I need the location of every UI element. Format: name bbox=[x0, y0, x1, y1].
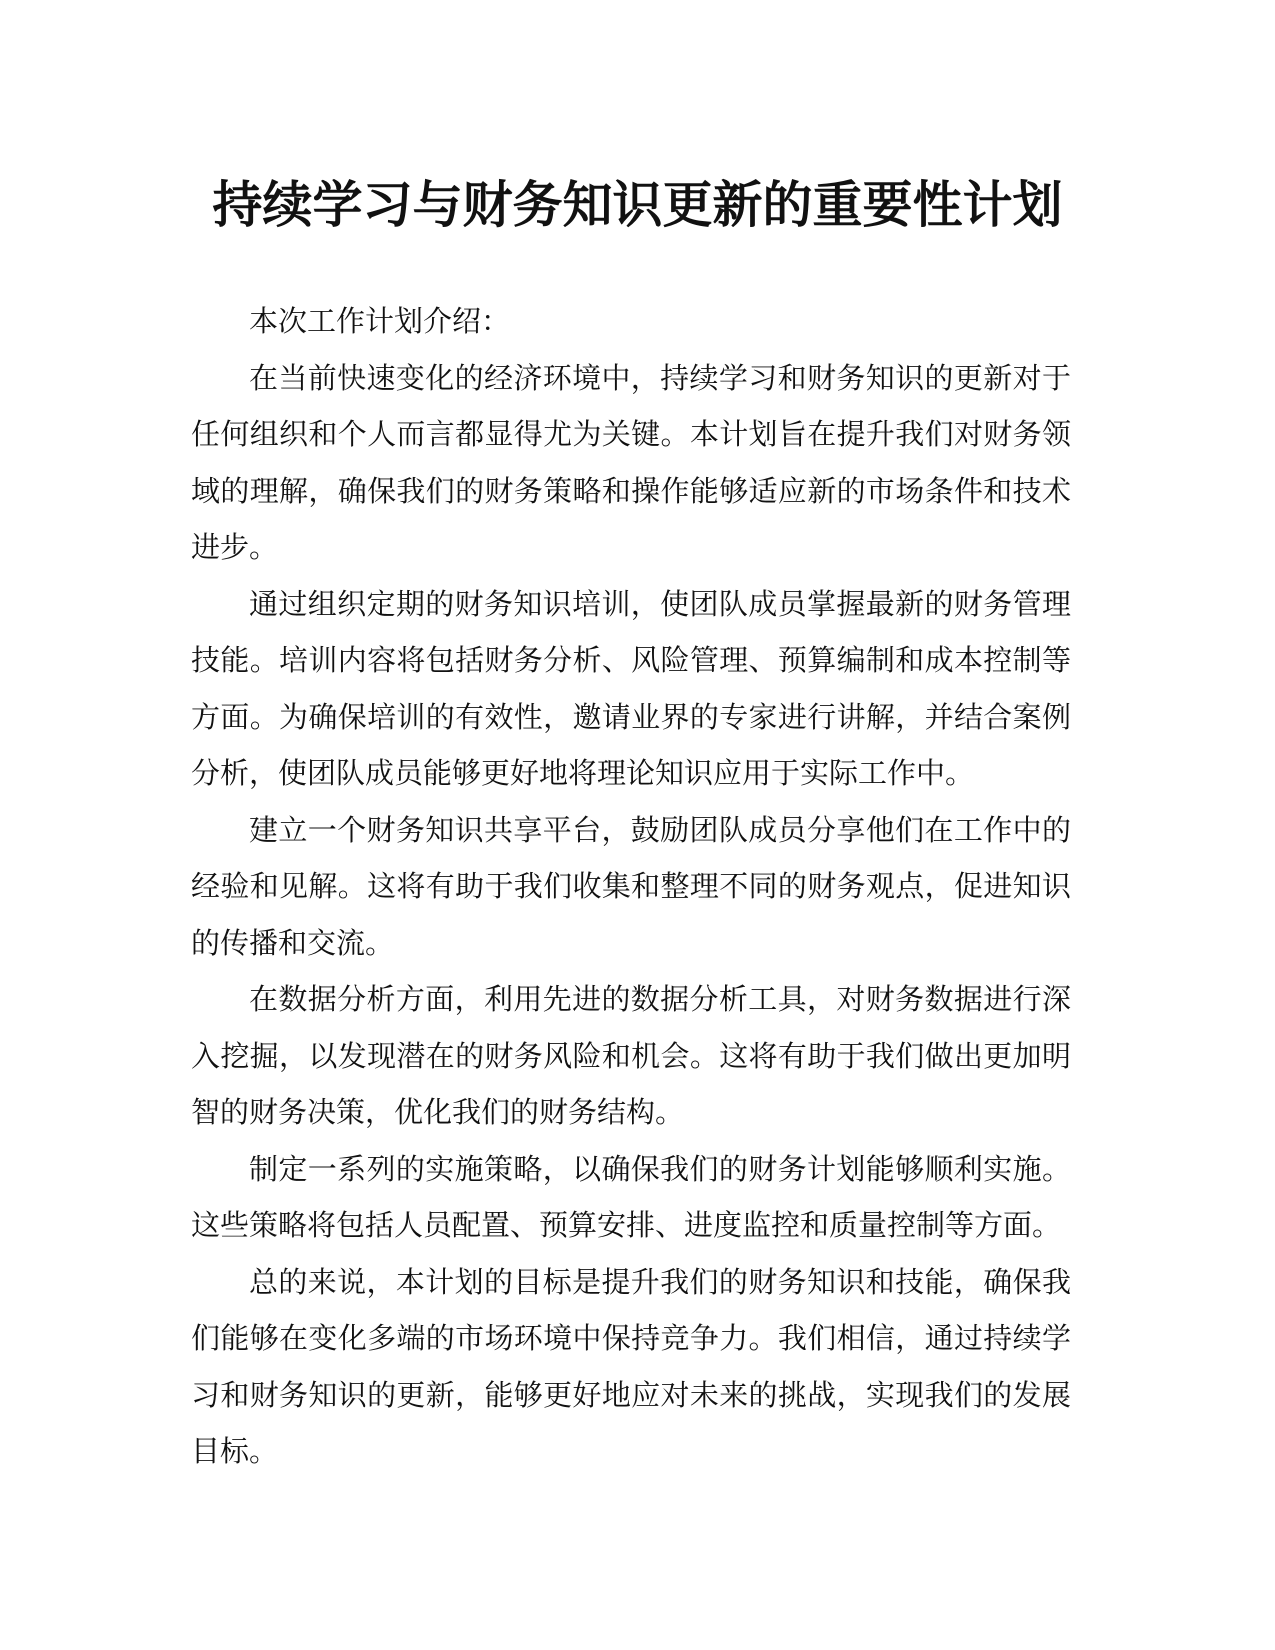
paragraph-summary: 总的来说，本计划的目标是提升我们的财务知识和技能，确保我们能够在变化多端的市场环境中保持竞争力。我们相信，通过持续学习和财务知识的更新，能够更好地应对未来的挑战，实现我们的发展目标。 bbox=[191, 1264, 1071, 1468]
paragraph-data-analysis: 在数据分析方面，利用先进的数据分析工具，对财务数据进行深入挖掘，以发现潜在的财务风险和机会。这将有助于我们做出更加明智的财务决策，优化我们的财务结构。 bbox=[191, 982, 1071, 1129]
paragraph-implementation: 制定一系列的实施策略，以确保我们的财务计划能够顺利实施。这些策略将包括人员配置、预算安排、进度监控和质量控制等方面。 bbox=[191, 1151, 1071, 1242]
document-body bbox=[191, 293, 1071, 1480]
paragraph-background: 在当前快速变化的经济环境中，持续学习和财务知识的更新对于任何组织和个人而言都显得尤为关键。本计划旨在提升我们对财务领域的理解，确保我们的财务策略和操作能够适应新的市场条件和技术进步。 bbox=[191, 360, 1071, 564]
paragraph-intro-heading: 本次工作计划介绍： bbox=[249, 304, 511, 338]
document-title: 持续学习与财务知识更新的重要性计划 bbox=[212, 175, 1063, 234]
paragraph-training: 通过组织定期的财务知识培训，使团队成员掌握最新的财务管理技能。培训内容将包括财务分析、风险管理、预算编制和成本控制等方面。为确保培训的有效性，邀请业界的专家进行讲解，并结合案例分析，使团队成员能够更好地将理论知识应用于实际工作中。 bbox=[191, 586, 1071, 790]
paragraph-knowledge-sharing: 建立一个财务知识共享平台，鼓励团队成员分享他们在工作中的经验和见解。这将有助于我们收集和整理不同的财务观点，促进知识的传播和交流。 bbox=[191, 812, 1071, 960]
